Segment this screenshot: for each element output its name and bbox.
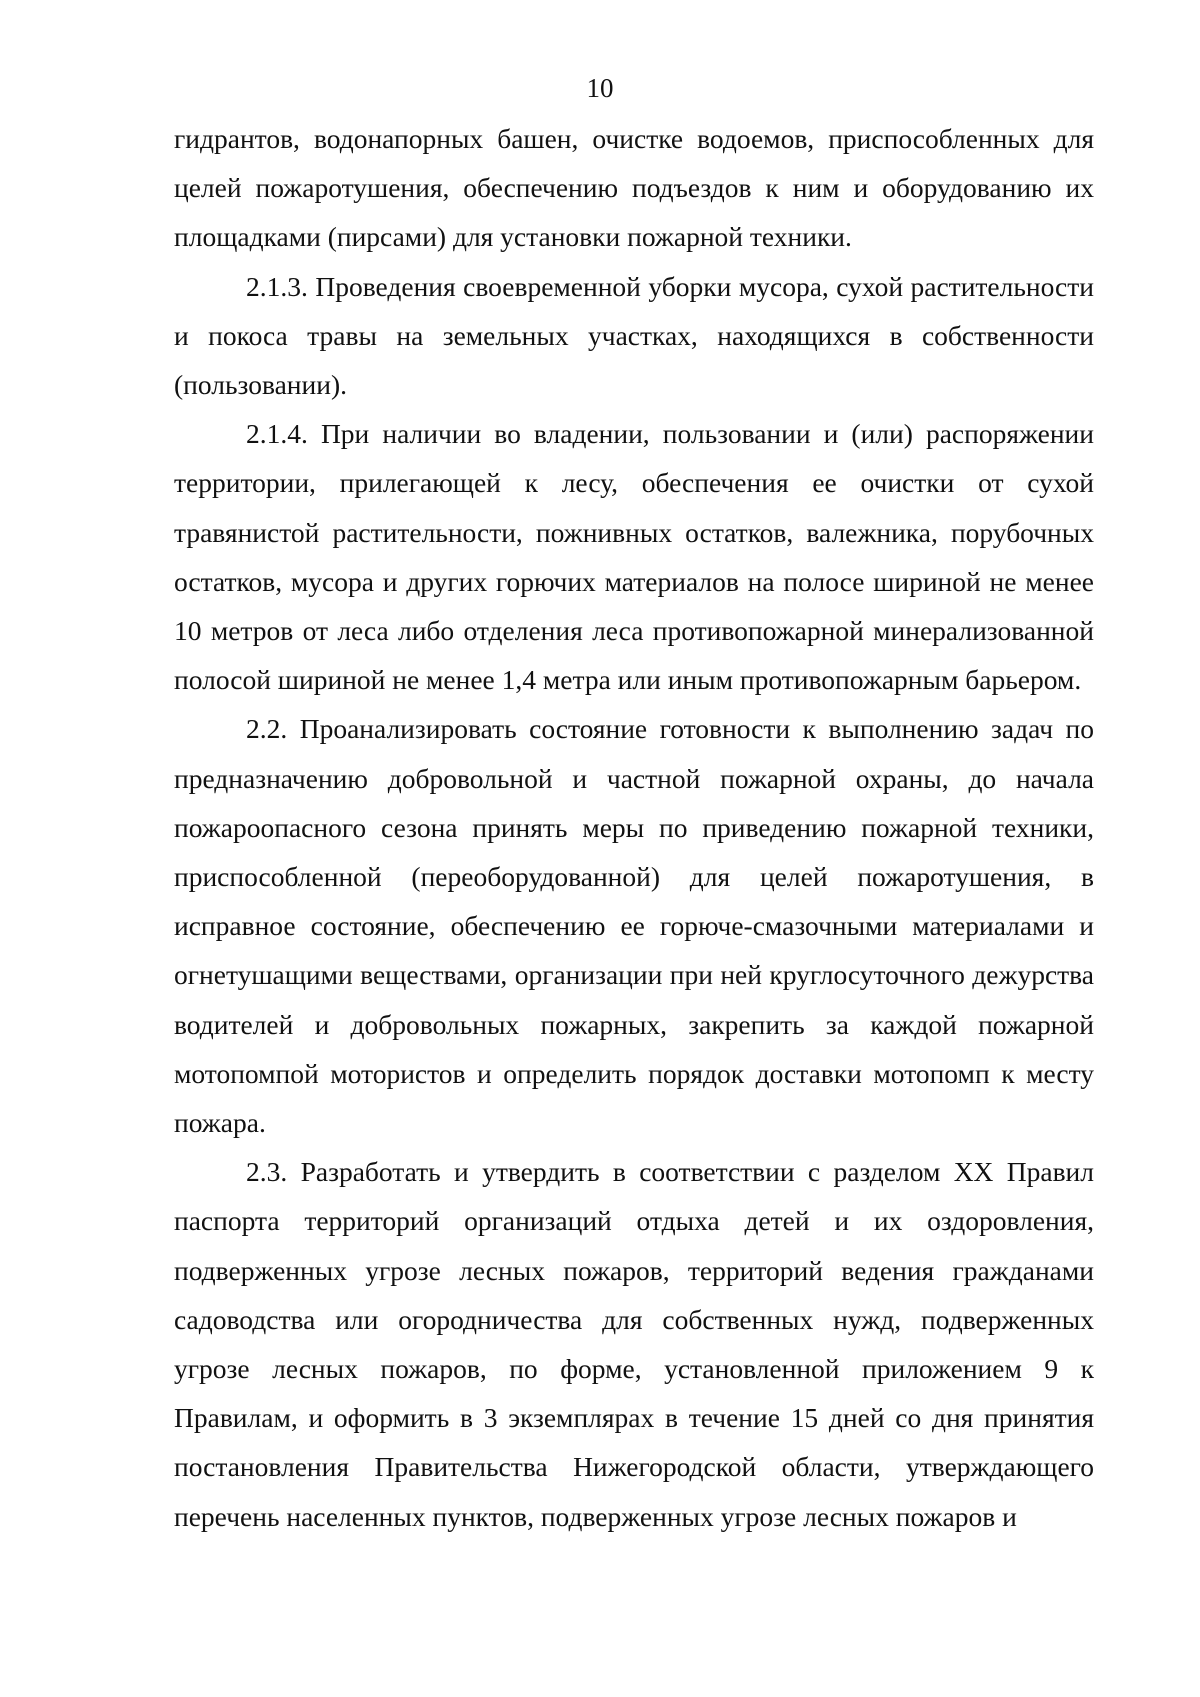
document-body <box>174 114 1094 1541</box>
paragraph-2-3: 2.3. Разработать и утвердить в соответствии с разделом XX Правил паспорта территорий организаций отдыха детей и их оздоровления, подверженных угрозе лесных пожаров, территорий ведения гражданами садоводства или огородничества для собственных нужд, подверженных угрозе лесных пожаров, по форме, установленной приложением 9 к Правилам, и оформить в 3 экземплярах в течение 15 дней со дня принятия постановления Правительства Нижегородской области, утверждающего перечень населенных пунктов, подверженных угрозе лесных пожаров и <box>174 1156 1094 1532</box>
paragraph-2-2: 2.2. Проанализировать состояние готовности к выполнению задач по предназначению добровольной и частной пожарной охраны, до начала пожароопасного сезона принять меры по приведению пожарной техники, приспособленной (переоборудованной) для целей пожаротушения, в исправное состояние, обеспечению ее горюче-смазочными материалами и огнетушащими веществами, организации при ней круглосуточного дежурства водителей и добровольных пожарных, закрепить за каждой пожарной мотопомпой мотористов и определить порядок доставки мотопомп к месту пожара. <box>174 713 1094 1139</box>
paragraph-continuation: гидрантов, водонапорных башен, очистке водоемов, приспособленных для целей пожаротушения, обеспечению подъездов к ним и оборудованию их площадками (пирсами) для установки пожарной техники. <box>174 123 1094 253</box>
page-number: 10 <box>586 73 614 103</box>
paragraph-2-1-4: 2.1.4. При наличии во владении, пользовании и (или) распоряжении территории, прилегающей к лесу, обеспечения ее очистки от сухой травянистой растительности, пожнивных остатков, валежника, порубочных остатков, мусора и других горючих материалов на полосе шириной не менее 10 метров от леса либо отделения леса противопожарной минерализованной полосой шириной не менее 1,4 метра или иным противопожарным барьером. <box>174 418 1094 696</box>
paragraph-2-1-3: 2.1.3. Проведения своевременной уборки мусора, сухой растительности и покоса травы на земельных участках, находящихся в собственности (пользовании). <box>174 270 1094 401</box>
